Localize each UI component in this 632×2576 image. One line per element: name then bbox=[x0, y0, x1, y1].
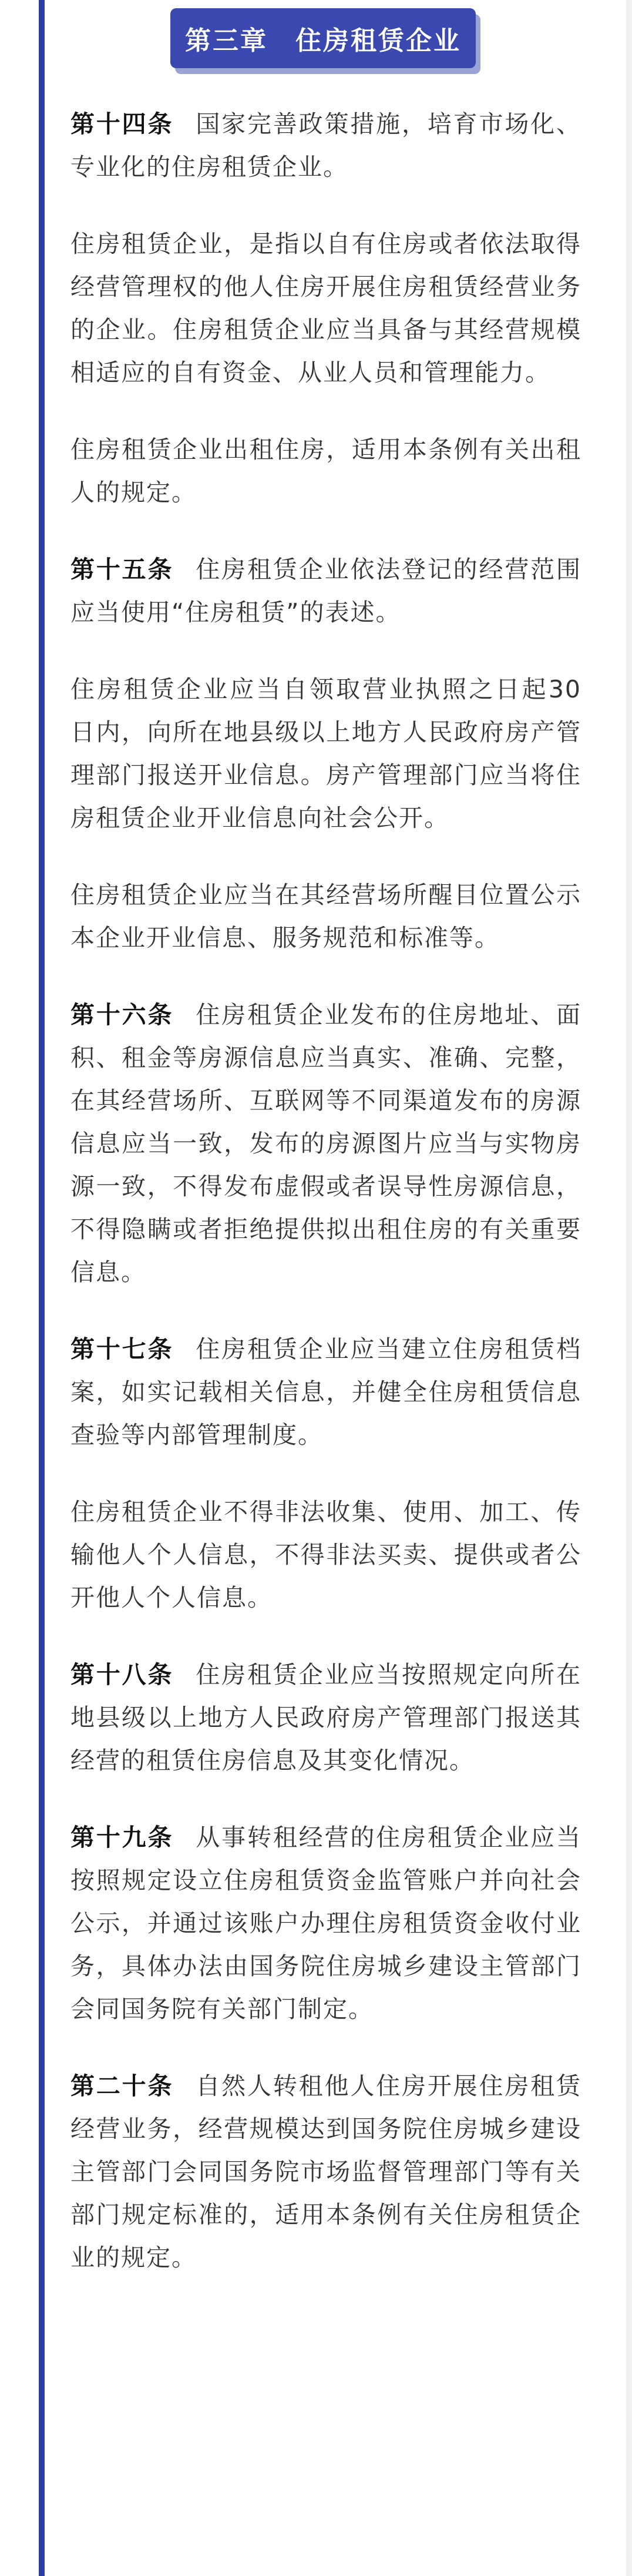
paragraph-text: 住房租赁企业发布的住房地址、面积、租金等房源信息应当真实、准确、完整，在其经营场所、互联网等不同渠道发布的房源信息应当一致，发布的房源图片应当与实物房源一致，不得发布虚假或者误导性房源信息，不得隐瞒或者拒绝提供拟出租住房的有关重要信息。 bbox=[70, 1001, 582, 1286]
paragraph-text: 住房租赁企业应当在其经营场所醒目位置公示本企业开业信息、服务规范和标准等。 bbox=[70, 881, 581, 952]
article-number: 第十九条 bbox=[70, 1823, 174, 1852]
paragraph-article-15 bbox=[70, 548, 581, 634]
paragraph-text: 住房租赁企业依法登记的经营范围应当使用“住房租赁”的表述。 bbox=[70, 555, 582, 626]
chapter-title: 第三章 住房租赁企业 bbox=[185, 26, 461, 56]
right-edge-strip bbox=[626, 0, 632, 2576]
paragraph-article-17 bbox=[70, 1328, 581, 1457]
paragraph-article-16 bbox=[70, 994, 581, 1294]
paragraph-article-18 bbox=[70, 1653, 581, 1782]
paragraph bbox=[70, 1491, 581, 1619]
paragraph-text: 国家完善政策措施，培育市场化、专业化的住房租赁企业。 bbox=[70, 110, 582, 181]
paragraph-text: 住房租赁企业不得非法收集、使用、加工、传输他人个人信息，不得非法买卖、提供或者公开他人个人信息。 bbox=[70, 1498, 581, 1612]
article-body bbox=[70, 103, 581, 2313]
article-number: 第十四条 bbox=[70, 110, 174, 138]
paragraph-text: 自然人转租他人住房开展住房租赁经营业务，经营规模达到国务院住房城乡建设主管部门会同国务院市场监督管理部门等有关部门规定标准的，适用本条例有关住房租赁企业的规定。 bbox=[70, 2072, 582, 2272]
paragraph bbox=[70, 668, 581, 840]
left-accent-bar bbox=[39, 0, 45, 2576]
article-number: 第十六条 bbox=[70, 1001, 174, 1029]
paragraph-article-19 bbox=[70, 1816, 581, 2031]
paragraph bbox=[70, 223, 581, 394]
paragraph-text: 住房租赁企业应当建立住房租赁档案，如实记载相关信息，并健全住房租赁信息查验等内部管理制度。 bbox=[70, 1335, 582, 1449]
paragraph-text: 住房租赁企业应当按照规定向所在地县级以上地方人民政府房产管理部门报送其经营的租赁住房信息及其变化情况。 bbox=[70, 1661, 582, 1775]
paragraph bbox=[70, 428, 581, 514]
paragraph-text: 住房租赁企业出租住房，适用本条例有关出租人的规定。 bbox=[70, 435, 581, 507]
article-number: 第十八条 bbox=[70, 1661, 174, 1689]
article-number: 第二十条 bbox=[70, 2072, 174, 2100]
paragraph-article-14 bbox=[70, 103, 581, 189]
paragraph-text: 住房租赁企业，是指以自有住房或者依法取得经营管理权的他人住房开展住房租赁经营业务的企业。住房租赁企业应当具备与其经营规模相适应的自有资金、从业人员和管理能力。 bbox=[70, 230, 581, 387]
chapter-heading bbox=[170, 8, 476, 68]
paragraph-text: 住房租赁企业应当自领取营业执照之日起30日内，向所在地县级以上地方人民政府房产管理部门报送开业信息。房产管理部门应当将住房租赁企业开业信息向社会公开。 bbox=[70, 675, 581, 832]
paragraph-article-20 bbox=[70, 2065, 581, 2279]
paragraph-text: 从事转租经营的住房租赁企业应当按照规定设立住房租赁资金监管账户并向社会公示，并通过该账户办理住房租赁资金收付业务，具体办法由国务院住房城乡建设主管部门会同国务院有关部门制定。 bbox=[70, 1823, 582, 2023]
article-number: 第十五条 bbox=[70, 555, 174, 583]
paragraph bbox=[70, 874, 581, 960]
article-number: 第十七条 bbox=[70, 1335, 174, 1363]
